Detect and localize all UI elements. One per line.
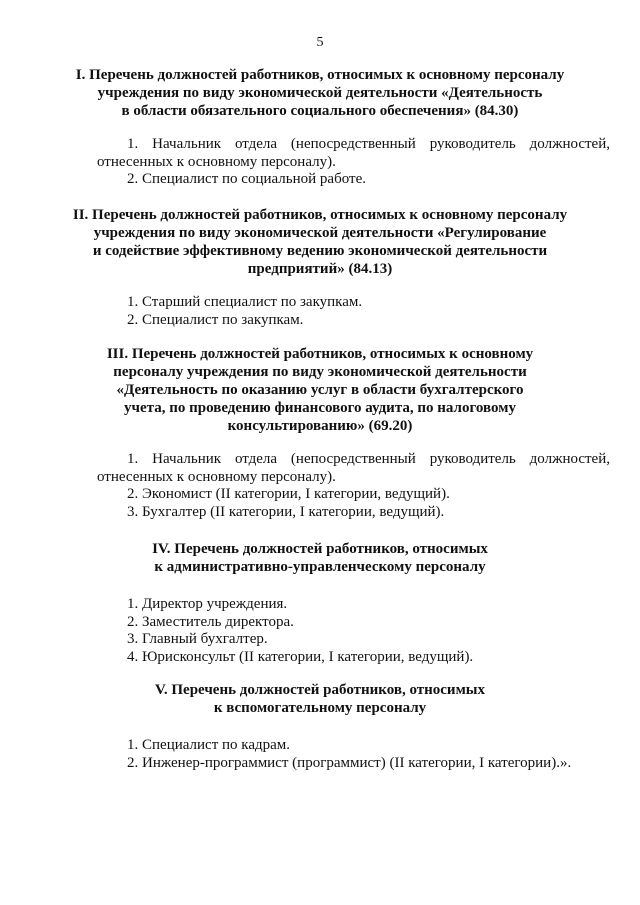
heading-line: I. Перечень должностей работников, относимых к основному персоналу xyxy=(75,67,565,83)
section-2 xyxy=(0,206,640,329)
heading-line: учреждения по виду экономической деятельности «Деятельность xyxy=(97,85,543,101)
section-4 xyxy=(0,540,640,666)
heading-line: к административно-управленческому персоналу xyxy=(154,559,486,575)
section-1-heading xyxy=(60,66,580,120)
page-number: 5 xyxy=(316,35,324,50)
heading-line: учета, по проведению финансового аудита, по налоговому xyxy=(124,400,516,416)
list-item: 2. Специалист по закупкам. xyxy=(127,311,304,328)
heading-line: предприятий» (84.13) xyxy=(247,261,393,277)
heading-line: V. Перечень должностей работников, относимых xyxy=(154,682,485,698)
section-2-heading xyxy=(60,206,580,278)
list-item: 2. Заместитель директора. xyxy=(127,613,294,630)
list-item: 1. Специалист по кадрам. xyxy=(127,737,291,753)
section-1-list xyxy=(0,136,640,189)
section-5-heading xyxy=(60,681,580,717)
heading-line: III. Перечень должностей работников, относимых к основному xyxy=(106,346,534,362)
list-item: 3. Главный бухгалтер. xyxy=(127,631,268,647)
heading-line: в области обязательного социального обеспечения» (84.30) xyxy=(121,103,519,119)
list-item: 1. Начальник отдела (непосредственный руководитель должностей, отнесенных к основному персоналу). xyxy=(97,136,610,170)
heading-line: персоналу учреждения по виду экономической деятельности xyxy=(113,364,527,380)
list-item: 1. Начальник отдела (непосредственный руководитель должностей, отнесенных к основному персоналу). xyxy=(97,451,610,485)
heading-line: к вспомогательному персоналу xyxy=(213,700,427,716)
list-item: 4. Юрисконсульт (II категории, I категории, ведущий). xyxy=(127,648,474,665)
list-item: 2. Специалист по социальной работе. xyxy=(127,171,366,187)
section-5-list xyxy=(0,737,640,772)
heading-line: IV. Перечень должностей работников, относимых xyxy=(152,541,488,557)
section-4-list xyxy=(0,596,640,666)
heading-line: и содействие эффективному ведению экономической деятельности xyxy=(92,243,548,259)
list-item: 2. Инженер-программист (программист) (II категории, I категории).». xyxy=(127,754,572,771)
section-3 xyxy=(0,345,640,521)
list-item: 1. Директор учреждения. xyxy=(127,596,288,612)
section-2-list xyxy=(0,294,640,329)
heading-line: II. Перечень должностей работников, относимых к основному персоналу xyxy=(72,207,568,223)
list-item: 2. Экономист (II категории, I категории, ведущий). xyxy=(127,486,450,502)
heading-line: учреждения по виду экономической деятельности «Регулирование xyxy=(93,225,547,241)
section-3-heading xyxy=(60,345,580,435)
list-item: 3. Бухгалтер (II категории, I категории, ведущий). xyxy=(127,503,445,520)
section-1 xyxy=(0,66,640,189)
heading-line: «Деятельность по оказанию услуг в области бухгалтерского xyxy=(116,382,524,398)
section-4-heading xyxy=(60,540,580,576)
heading-line: консультированию» (69.20) xyxy=(227,418,413,434)
section-3-list xyxy=(0,451,640,521)
section-5 xyxy=(0,681,640,772)
list-item: 1. Старший специалист по закупкам. xyxy=(127,294,363,310)
